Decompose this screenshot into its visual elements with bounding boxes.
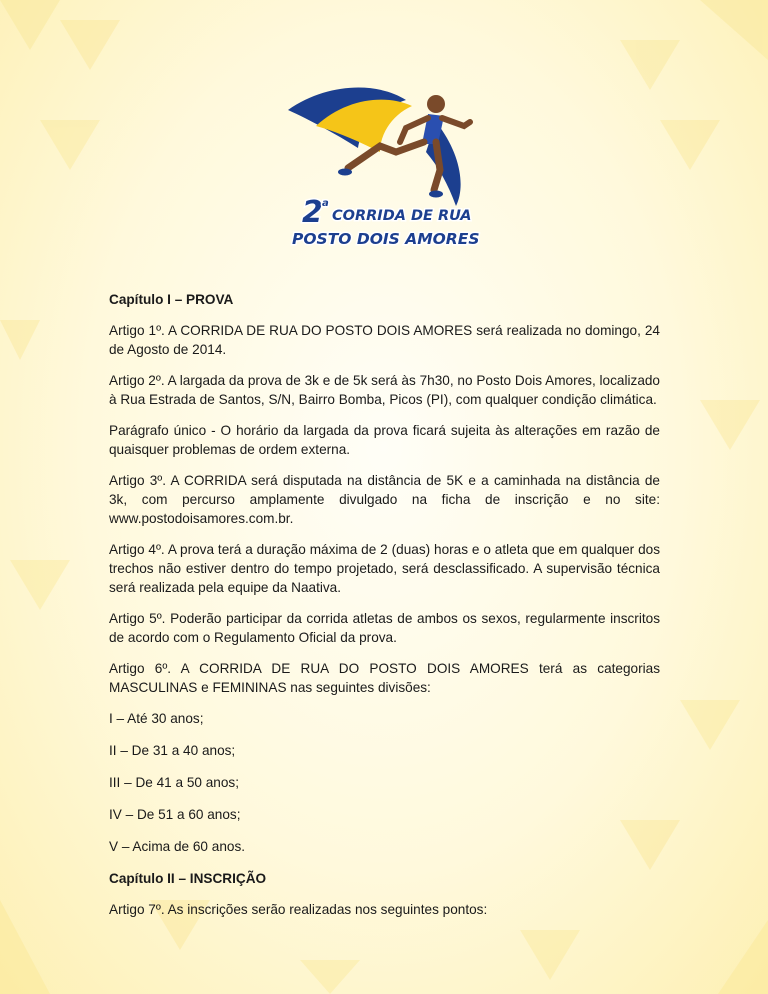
paragraph-unico: Parágrafo único - O horário da largada da prova ficará sujeita às alterações em razão de quaisquer problemas de ordem externa. bbox=[109, 423, 660, 457]
regulation-text bbox=[109, 290, 660, 931]
chapter-2-heading: Capítulo II – INSCRIÇÃO bbox=[109, 871, 267, 886]
logo-ordinal: a bbox=[322, 198, 329, 209]
logo-line2: POSTO DOIS AMORES bbox=[292, 230, 480, 248]
race-logo bbox=[288, 82, 496, 254]
chapter-1-heading: Capítulo I – PROVA bbox=[109, 292, 234, 307]
article-2: Artigo 2º. A largada da prova de 3k e de 5k será às 7h30, no Posto Dois Amores, localizado à Rua Estrada de Santos, S/N, Bairro Bomba, Picos (PI), com qualquer condição climática. bbox=[109, 373, 660, 407]
division-1: I – Até 30 anos; bbox=[109, 711, 204, 726]
logo-number: 2 bbox=[302, 195, 323, 230]
article-3: Artigo 3º. A CORRIDA será disputada na distância de 5K e a caminhada na distância de 3k, com percurso amplamente divulgado na ficha de inscrição e no site: www.postodoisamores.com.br. bbox=[109, 473, 660, 526]
division-5: V – Acima de 60 anos. bbox=[109, 839, 246, 854]
article-4: Artigo 4º. A prova terá a duração máxima de 2 (duas) horas e o atleta que em qualquer dos trechos não estiver dentro do tempo projetado, será desclassificado. A supervisão técnica será realizada pela equipe da Naativa. bbox=[109, 542, 660, 595]
article-7: Artigo 7º. As inscrições serão realizadas nos seguintes pontos: bbox=[109, 902, 488, 917]
division-4: IV – De 51 a 60 anos; bbox=[109, 807, 241, 822]
logo-line1: CORRIDA DE RUA bbox=[332, 208, 472, 224]
article-1: Artigo 1º. A CORRIDA DE RUA DO POSTO DOIS AMORES será realizada no domingo, 24 de Agosto de 2014. bbox=[109, 323, 660, 357]
article-5: Artigo 5º. Poderão participar da corrida atletas de ambos os sexos, regularmente inscritos de acordo com o Regulamento Oficial da prova. bbox=[109, 611, 660, 645]
division-2: II – De 31 a 40 anos; bbox=[109, 743, 236, 758]
article-6: Artigo 6º. A CORRIDA DE RUA DO POSTO DOIS AMORES terá as categorias MASCULINAS e FEMININAS nas seguintes divisões: bbox=[109, 661, 660, 695]
logo-title bbox=[292, 195, 480, 248]
division-3: III – De 41 a 50 anos; bbox=[109, 775, 239, 790]
